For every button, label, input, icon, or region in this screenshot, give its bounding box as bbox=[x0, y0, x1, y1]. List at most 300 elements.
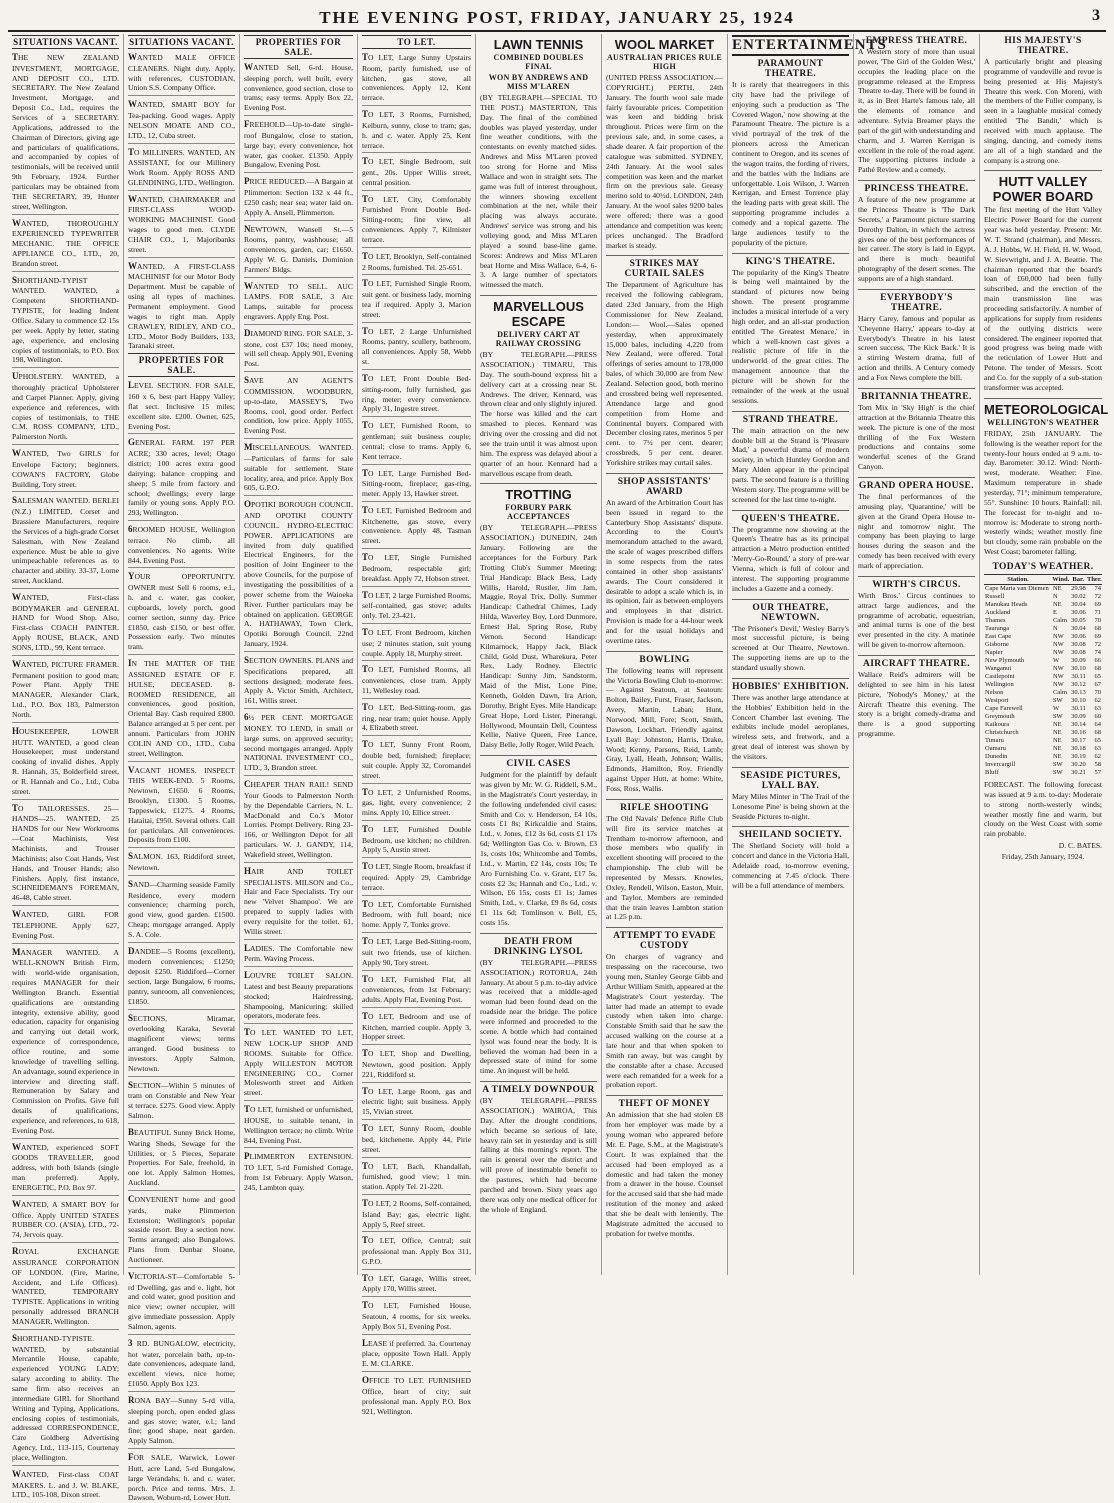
classified-ad: PRICE REDUCED.—A Bargain at Plimmerton: Section 132 x 44 ft., £250 cash; near sea; water laid on. Apply A. Ansell, Plimmerton. bbox=[244, 176, 353, 217]
weather-cell: Russell bbox=[985, 593, 1005, 601]
weather-table-row bbox=[984, 697, 1102, 705]
classified-ad: NEWTOWN, Wansell St.—5 Rooms, pantry, washhouse; all conveniences, garden, car; £1650. Apply W. G. Daniels, Dominion Farmers' Bldgs. bbox=[244, 223, 353, 274]
article-body: (BY TELEGRAPH.—PRESS ASSOCIATION.) WAIROA, This Day. After the drought conditions, which became so serious of late, heavy rain set in yesterday and is still falling at this morning's report. The rain is general over the district and will prove of inestimable benefit to the pastures, which had become parched and brown. Sixty years ago there was only one medical officer for the whole of England. bbox=[480, 1096, 597, 1214]
ad-divider bbox=[362, 105, 471, 106]
classified-ad: SECTION OWNERS. PLANS and Specifications prepared, all sections designed; moderate fees. Apply A. Victor Smith, Architect, 161, Willis street. bbox=[244, 655, 353, 706]
weather-cell: 30.17 bbox=[1071, 737, 1086, 745]
news-article bbox=[732, 682, 849, 762]
article-body: A feature of the new programme at the Princess Theatre is 'The Dark Secrets,' a Paramount picture starring Dorothy Dalton, in which the actress gives one of the best performances of her career. The story is laid in Egypt, and there is much beautiful photography of the desert scenes. The supports are of a high standard. bbox=[858, 195, 975, 284]
classified-ad: WANTED, A SMART BOY for Office. Apply UNITED STATES RUBBER CO. (A'SIA), LTD., 72-74, Jervois quay. bbox=[12, 1198, 119, 1240]
weather-cell: 65 bbox=[1094, 737, 1101, 745]
weather-cell: NW bbox=[1052, 649, 1064, 657]
weather-table-body bbox=[984, 584, 1102, 777]
column-entertainments bbox=[728, 34, 887, 1275]
news-article bbox=[480, 299, 597, 478]
news-article bbox=[606, 37, 723, 250]
ad-divider bbox=[128, 520, 235, 521]
ad-divider bbox=[128, 433, 235, 434]
classified-ad: WANTED MALE OFFICE CLEANERS. Night duty. Apply, with references, CUSTODIAN, Union S.S. Company Office. bbox=[128, 52, 235, 93]
news-article bbox=[984, 401, 1109, 557]
weather-table-title: TODAY'S WEATHER. bbox=[992, 561, 1094, 572]
ad-divider bbox=[362, 783, 471, 784]
article-body: An admission that she had stolen £8 from her employer was made by a young woman who appeared before Mr. E. Page, S.M., at the Magistrate's Court. It was explained that the accused had been employed as a domestic and had taken the money from a drawer in the house. Counsel for the accused said that she had made restitution of the money and asked that she be dealt with leniently. The Magistrate admitted the accused to probation for twelve months. bbox=[606, 1110, 723, 1238]
ad-divider bbox=[128, 942, 235, 943]
article-divider bbox=[858, 289, 975, 290]
classified-ad: WANTED, SMART BOY for Tea-packing. Good wages. Apply NELSON MOATE AND CO., LTD., 12, Cuba street. bbox=[128, 99, 235, 140]
ad-divider bbox=[128, 1190, 235, 1191]
article-headline: TROTTING bbox=[505, 487, 572, 503]
weather-column-header: Ther. bbox=[1086, 575, 1102, 583]
weather-cell: 74 bbox=[1094, 649, 1101, 657]
classified-ad: TO LET, Brooklyn, Self-contained 2 Rooms, furnished. Tel. 25-651. bbox=[362, 250, 471, 272]
news-article bbox=[606, 931, 723, 1090]
article-list bbox=[732, 59, 849, 891]
article-divider bbox=[732, 767, 849, 768]
classified-ad: TO LET, Furnished Bedroom and Kitchenette, gas stove, every convenience. Apply 48, Tasman street. bbox=[362, 504, 471, 546]
weather-column-header: Bar. bbox=[1070, 574, 1087, 584]
ad-divider bbox=[362, 1157, 471, 1158]
weather-cell: SW bbox=[1052, 697, 1063, 705]
column-news-sport bbox=[476, 34, 602, 1275]
ad-divider bbox=[128, 567, 235, 568]
weather-cell: Castlepoint bbox=[985, 673, 1015, 681]
weather-cell: Invercargill bbox=[985, 761, 1016, 769]
article-headline: QUEEN'S THEATRE. bbox=[741, 513, 840, 524]
ad-divider bbox=[244, 438, 353, 439]
article-divider bbox=[732, 599, 849, 600]
article-headline: WIRTH'S CIRCUS. bbox=[872, 579, 961, 590]
article-divider bbox=[606, 651, 723, 652]
classified-ad: BEAUTIFUL Sunny Brick Home, Waring Sheds, Sewage for the Utilities, or 5 Pieces, Separate Properties. For Sale, freehold, in one lot. Apply Salmon Homes, Auckland. bbox=[128, 1127, 235, 1188]
article-body: (BY TELEGRAPH.—PRESS ASSOCIATION.) ROTORUA, 24th January. At about 5 p.m. to-day advice was received that a middle-aged woman had been found dead on the roadside near the bridge. The police were informed and proceeded to the scene. A bottle which had contained lysol was found near the body. It is believed the woman had been in a depressed state of mind for some time. An inquest will be held. bbox=[480, 957, 597, 1076]
article-body: A particularly bright and pleasing programme of vaudeville and revue is being presented at His Majesty's Theatre this week. Con Moreni, with the members of the Fuller company, is seen in a laughable musical comedy entitled 'The Bandit,' which is received with much applause. The singing, dancing, and comedy items are all of a high standard and the company is a strong one. bbox=[984, 57, 1102, 165]
classified-ad: OPOTIKI BOROUGH COUNCIL AND OPOTIKI COUNTY COUNCIL. HYDRO-ELECTRIC POWER. APPLICATIONS are invited from duly qualified Electrical Engineers, for the position of Joint Engineer to the above Councils, for the purpose of investigating the possibilities of a power scheme from the Waioeka River. Further particulars may be obtained on application. GEORGE A. HATHAWAY, Town Clerk, Opotiki Borough Council. 22nd January, 1924. bbox=[244, 499, 353, 649]
classified-ad: PLIMMERTON EXTENSION. TO LET, 5-rd Furnished Cottage, from 1st February. Apply Watson, 245, Lambton quay. bbox=[244, 1151, 353, 1192]
ad-divider bbox=[12, 1138, 119, 1139]
weather-cell: NE bbox=[1052, 585, 1062, 593]
section-heading: PROPERTIES FOR SALE. bbox=[128, 353, 235, 377]
article-body: Judgment for the plaintiff by default was given by Mr. W. G. Riddell, S.M., in the Magistrate's Court yesterday, in the following undefended civil cases: Smith and Co. v. Henderson, £4 10s, costs £1 8s; Kirkcaldie and Stains, Ltd., v. Jones, £12 3s 6d, costs £1 17s 6d; Wellington Gas Co. v. Brown, £3 1s, costs 10s; Whitcombe and Tombs, Ltd., v. Martin, £2 14s, costs 10s; Te Aro Furnishing Co. v. Grant, £17 5s, costs £2 3s; Hannah and Co., Ltd., v. Wilson, £6 15s, costs £1 1s; James Smith, Ltd., v. Clarke, £9 8s 6d, costs £1 11s 6d; Tomlinson v. Bell, £5, costs 15s. bbox=[480, 770, 597, 928]
weather-cell: 68 bbox=[1094, 625, 1101, 633]
ad-divider bbox=[362, 1119, 471, 1120]
classified-ad: TO LET, Front Double Bed-sitting-room, fully furnished, gas ring, meter; every convenience. Apply 31, Ingestre street. bbox=[362, 373, 471, 414]
classified-ad: DANDEE—5 Rooms (excellent), modern conveniences; £1250; deposit £250. Riddiford—Corner section, large Bungalow, 6 rooms, pantry, sunroom, all conveniences; £1850. bbox=[128, 945, 235, 1006]
article-divider bbox=[480, 295, 597, 296]
weather-cell: Dunedin bbox=[985, 753, 1008, 761]
article-headline: GRAND OPERA HOUSE. bbox=[858, 480, 975, 491]
classified-ad-list bbox=[128, 52, 235, 351]
article-body: (UNITED PRESS ASSOCIATION.—COPYRIGHT.) PERTH, 24th January. The fourth wool sale made fairly favourable prices. Competition was keen and bidding brisk throughout. Prices were firm on the previous sale, and, in some cases, a shade dearer. A fair proportion of the catalogue was submitted. SYDNEY, 24th January. At the wool sales competition was keen and the market firm on the previous sale. Greasy merino sold to 40½d. LONDON, 24th January. At the wool sales 9200 bales were offered; there was a good attendance and competition was keen; prices unchanged. The Bradford market is steady. bbox=[606, 73, 723, 250]
report-date: Friday, 25th January, 1924. bbox=[1001, 852, 1085, 862]
article-headline: SHEILAND SOCIETY. bbox=[738, 830, 843, 841]
article-headline: EVERYBODY'S THEATRE. bbox=[880, 292, 953, 313]
columns bbox=[8, 34, 1109, 1503]
news-article bbox=[858, 184, 975, 284]
ad-divider bbox=[362, 586, 471, 587]
classified-ad: OFFICE TO LET. FURNISHED Office, heart of city; suit professional man. Apply P.O. Box 921, Wellington. bbox=[362, 1375, 471, 1416]
weather-table-row bbox=[984, 769, 1102, 777]
article-headline: STRAND THEATRE. bbox=[742, 414, 839, 425]
weather-cell: SW bbox=[1052, 769, 1063, 777]
weather-cell: 30.06 bbox=[1071, 609, 1086, 617]
weather-cell: 74 bbox=[1094, 585, 1101, 593]
classified-ad: TO LET, Furnished House, Seatoun, 4 rooms, for six weeks. Apply Box 51, Evening Post. bbox=[362, 1300, 471, 1331]
weather-cell: 30.09 bbox=[1071, 657, 1086, 665]
classified-ad: IN THE MATTER OF THE ASSIGNED ESTATE OF F. HULSE, DECEASED. 8-ROOMED RESIDENCE, all conveniences, good position, Oriental Bay. Cash required £800. Balance arranged at 5 per cent. per annum. Particulars from JOHN COLIN AND CO., LTD., Cuba street, Wellington. bbox=[128, 658, 235, 758]
weather-cell: 70 bbox=[1094, 617, 1101, 625]
article-body: (BY TELEGRAPH.—SPECIAL TO THE POST.) MASTERTON, This Day. The final of the combined doubles was played yesterday, under fine weather conditions, with the contestants on evenly matched sides. Andrews and Miss M'Laren proved too strong for Horne and Miss Wallace and won in straight sets. The game was full of interest throughout, the winners showing excellent combination at the net, while their placing was always accurate. Andrews' service was strong and his volleying good, and Miss M'Laren played a sound base-line game. Scores: Andrews and Miss M'Laren beat Horne and Miss Wallace, 6-4, 6-3. A large number of spectators witnessed the match. bbox=[480, 93, 597, 290]
classified-ad: SHORTHAND-TYPISTE. WANTED, by substantial Mercantile House, capable, experienced YOUNG LADY; salary according to ability. The same firm also receives an intermediate GIRL for Shorthand Writing and Typing, Applications, enclosing copies of testimonials, addressed CORRESPONDENCE, Care Goldberg Advertising Agency, Ltd., 113-115, Courtenay place, Wellington. bbox=[12, 1332, 119, 1462]
article-headline: BOWLING bbox=[639, 654, 690, 665]
news-article bbox=[606, 803, 723, 922]
column-theatres bbox=[854, 34, 980, 1275]
weather-cell: Oamaru bbox=[985, 745, 1006, 753]
ad-divider bbox=[12, 1242, 119, 1243]
weather-cell: 68 bbox=[1094, 665, 1101, 673]
page-number: 3 bbox=[1092, 7, 1100, 24]
article-body: The main attraction on the new double bill at the Strand is 'Pleasure Mad,' a powerful drama of modern society, in which Huntley Gordon and Mary Alden appear in the principal parts. The second feature is a thrilling Western story. The programme will be screened for the last time to-night. bbox=[732, 425, 849, 504]
column-properties-for-sale bbox=[240, 34, 358, 1275]
classified-ad: TO LET, Front Bedroom, kitchen use; 2 minutes station, suit young couple. Apply 18, Murphy street. bbox=[362, 627, 471, 658]
article-headline: HOBBIES' EXHIBITION. bbox=[732, 681, 849, 692]
weather-table-row bbox=[984, 673, 1102, 681]
ad-divider bbox=[128, 1076, 235, 1077]
weather-cell: 64 bbox=[1094, 721, 1101, 729]
ad-divider bbox=[362, 857, 471, 858]
classified-ad-list bbox=[128, 380, 235, 1503]
weather-cell: 30.04 bbox=[1071, 601, 1086, 609]
weather-table-row bbox=[984, 705, 1102, 713]
classified-ad: 6½ PER CENT. MORTGAGE MONEY. TO LEND, in small or large sums, on approved security; second mortgages arranged. Apply NATIONAL INVESTMENT CO., LTD., 3, Brandon street. bbox=[244, 712, 353, 773]
article-headline: MARVELLOUS ESCAPE bbox=[493, 299, 584, 330]
classified-ad: TO LET, Large Room, gas and electric light; suit business. Apply 15, Vivian street. bbox=[362, 1085, 471, 1117]
ad-divider bbox=[362, 895, 471, 896]
classified-ad: WANTED, CHAIRMAKER and FIRST-CLASS WOOD-WORKING MACHINIST. Good wages to good men. CLYDE CHAIR CO., 1, Majoribanks street. bbox=[128, 193, 235, 254]
article-divider bbox=[480, 483, 597, 484]
news-article bbox=[984, 36, 1102, 165]
classified-ad: TO LET, Single Furnished Bedroom, respectable girl; breakfast. Apply 72, Hobson street. bbox=[362, 552, 471, 583]
article-body: 'The Prisoner's Devil,' Wesley Barry's most successful picture, is being screened at Our Theatre, Newtown. The supporting items are up to the standard usually shown. bbox=[732, 623, 849, 672]
weather-cell: N bbox=[1052, 625, 1058, 633]
weather-table-row bbox=[984, 729, 1102, 737]
article-list bbox=[480, 37, 597, 1215]
classified-ad: LEVEL SECTION. FOR SALE, 160 x 6, best part Happy Valley; flat sect. Inclusive 15 miles; excellent site. £200. Owner, 625, Evening Post. bbox=[128, 380, 235, 431]
classified-ad: TO LET, Bach, Khandallah, furnished, good view; 1 min. station. Apply Tel. 21-220. bbox=[362, 1160, 471, 1192]
weather-cell: 30.21 bbox=[1071, 769, 1086, 777]
weather-table bbox=[984, 574, 1102, 777]
classified-ad: TO LET, Furnished Single Room, suit gent. or business lady, morning tea if required. Apply 3, Marion street. bbox=[362, 278, 471, 319]
weather-cell: 66 bbox=[1094, 657, 1101, 665]
classified-ad: 6ROOMED HOUSE, Wellington terrace. No climb, all conveniences. No agents. Write 844, Evening Post. bbox=[128, 524, 235, 565]
weather-cell: 30.19 bbox=[1071, 753, 1086, 761]
article-list bbox=[984, 36, 1109, 557]
classified-ad: TO LET, 3 Rooms, Furnished, Kelburn, sunny, close to tram; gas, h. and c. water. Apply 25, Kent terrace. bbox=[362, 109, 471, 150]
classified-ad: FREEHOLD—Up-to-date single-roof Bungalow, close to station, large bay; every convenience, hot water, gas cooker. £1350. Apply Bungalow, Evening Post. bbox=[244, 119, 353, 170]
article-divider bbox=[606, 255, 723, 256]
article-divider bbox=[858, 576, 975, 577]
weather-table-row bbox=[984, 753, 1102, 761]
news-article bbox=[858, 392, 975, 472]
ad-divider bbox=[12, 588, 119, 589]
weather-table-row bbox=[984, 665, 1102, 673]
ad-divider bbox=[244, 172, 353, 173]
classified-ad: WANTED, Two GIRLS for Envelope Factory; beginners. COWAN'S FACTORY, Globe Building, Tory street. bbox=[12, 448, 119, 489]
column-to-let bbox=[358, 34, 476, 1416]
weather-cell: 69 bbox=[1094, 633, 1101, 641]
news-article bbox=[858, 580, 975, 650]
classified-ad: HOUSEKEEPER, LOWER HUTT. WANTED, a good clean Housekeeper; must understand cooking of invalid dishes. Apply R. Hannah, 35, Bolderfield street, or R. Hannah and Co., Ltd., Cuba street. bbox=[12, 725, 119, 796]
ad-divider bbox=[362, 1194, 471, 1195]
classified-ad: WANTED, THOROUGHLY EXPERIENCED TYPEWRITER MECHANIC. THE OFFICE APPLIANCE CO., LTD., 20, Brandon street. bbox=[12, 217, 119, 268]
weather-cell: Christchurch bbox=[985, 729, 1019, 737]
weather-table-row bbox=[984, 601, 1102, 609]
ad-divider bbox=[362, 623, 471, 624]
news-article bbox=[606, 1099, 723, 1238]
weather-cell: 60 bbox=[1094, 713, 1101, 721]
article-headline: DEATH FROM DRINKING LYSOL bbox=[494, 936, 583, 957]
news-article bbox=[858, 293, 975, 383]
article-body: The popularity of the King's Theatre is being well maintained by the standard of pictures now being shown. The present programme includes a musical interlude of a very high order, and an all-star production entitled 'The Greatest Menace,' in which a well-known cast gives a realistic picture of life in the underworld of the great cities. The management announce that the picture will be shown for the remainder of the week at the usual sessions. bbox=[732, 267, 849, 405]
ad-divider bbox=[12, 214, 119, 215]
classified-ad: SAVE AN AGENT'S COMMISSION. WOODBURN, up-to-date, MASSEY'S, Two Rooms, cool, good order. Perfect condition, low price. Apply 1055, Evening Post. bbox=[244, 375, 353, 436]
weather-cell: NW bbox=[1052, 641, 1064, 649]
weather-table-row bbox=[984, 609, 1102, 617]
ad-divider bbox=[128, 1009, 235, 1010]
article-body: A Western story of more than usual power, 'The Girl of the Golden West,' occupies the leading place on the programme released at the Empress Theatre to-day. There will be found in it, as in Bret Harte's famous tale, all the elements of romance and adventure. Sylvia Breamer plays the part of the girl with understanding and charm, and J. Warren Kerrigan is excellent in the role of the road agent. The supporting pictures include a Pathé Review and a comedy. bbox=[858, 47, 975, 175]
weather-cell: 30.02 bbox=[1071, 593, 1086, 601]
news-article bbox=[480, 37, 597, 290]
weather-cell: W bbox=[1052, 705, 1060, 713]
classified-ad: YOUR OPPORTUNITY. OWNER must Sell 6 rooms, e.l., h. and c. water, gas cooker, cupboards, lovely porch, good corner section, sunny day. Price £1850, cash £150, or best offer. Possession early. Two minutes tram. bbox=[128, 571, 235, 652]
weather-cell: NW bbox=[1052, 673, 1064, 681]
weather-cell: Nelson bbox=[985, 689, 1004, 697]
section-heading: TO LET. bbox=[362, 35, 471, 49]
weather-cell: East Cape bbox=[985, 633, 1012, 641]
ad-divider bbox=[12, 1195, 119, 1196]
weather-table-row bbox=[984, 584, 1102, 593]
classified-ad: TO LET, Large Furnished Bed-Sitting-room, fireplace; gas-ring, meter. Apply 13, Hawker street. bbox=[362, 467, 471, 499]
ad-divider bbox=[362, 548, 471, 549]
weather-table-row bbox=[984, 625, 1102, 633]
news-article bbox=[858, 36, 975, 175]
classified-ad-list bbox=[244, 62, 353, 1193]
weather-cell: NW bbox=[1052, 633, 1064, 641]
classified-ad: TO LET, Garage, Willis street, Apply 170, Willis street. bbox=[362, 1272, 471, 1294]
ad-divider bbox=[244, 939, 353, 940]
weather-cell: 30.11 bbox=[1071, 673, 1086, 681]
article-divider bbox=[858, 388, 975, 389]
weather-cell: 30.10 bbox=[1071, 665, 1086, 673]
weather-table-row bbox=[984, 617, 1102, 625]
weather-cell: 70 bbox=[1094, 689, 1101, 697]
weather-table-row bbox=[984, 593, 1102, 601]
classified-ad: TO LET, Furnished Room, to gentleman; suit business couple; central; close to trams. Apply 6, Kent terrace. bbox=[362, 420, 471, 461]
classified-ad: WANTED, A FIRST-CLASS MACHINIST for our Motor Body Department. Must be capable of using all types of machines. Permanent employment. Good wages to right man. Apply CRAWLEY, RIDLEY, AND CO., LTD., Motor Body Builders, 133, Taranaki street. bbox=[128, 260, 235, 351]
weather-cell: 29.98 bbox=[1071, 585, 1086, 593]
classified-ad: WANTED TO SELL. AUC LAMPS. FOR SALE, 3 Arc Lamps, suitable for process engravers. Apply Eng. Post. bbox=[244, 280, 353, 322]
article-headline: RIFLE SHOOTING bbox=[620, 802, 709, 813]
article-list bbox=[858, 36, 975, 739]
ad-divider bbox=[128, 1123, 235, 1124]
classified-ad: LADIES. The Comfortable new Perm. Waving Process. bbox=[244, 942, 353, 964]
classified-ad: 3 RD. BUNGALOW, electricity, hot water, porcelain bath, up-to-date conveniences, adequate land, excellent views, nice home; £1050. Apply Box 123. bbox=[128, 1337, 235, 1389]
ad-divider bbox=[128, 847, 235, 848]
weather-cell: 67 bbox=[1094, 681, 1101, 689]
article-body: (BY TELEGRAPH.—PRESS ASSOCIATION.) TIMARU, This Day. The south-bound express hit a delivery cart at a crossing near St. Andrews. The driver, Kennard, was thrown clear and only slightly injured. The horse was killed and the cart smashed to pieces. Kennard was driving over the crossing and did not see the train until it was almost upon him. The express was delayed about a quarter of an hour. Kennard had a marvellous escape from death. bbox=[480, 350, 597, 478]
classified-ad: VICTORIA-ST—Comfortable 5-rd Dwelling, gas and e. light, hot and cold water, good position and nice view; owner occupier, will give immediate possession. Apply Salmon, agents. bbox=[128, 1270, 235, 1331]
weather-cell: Westport bbox=[985, 697, 1009, 705]
ad-divider bbox=[244, 1023, 353, 1024]
ad-divider bbox=[244, 277, 353, 278]
news-article bbox=[858, 481, 975, 571]
article-divider bbox=[732, 253, 849, 254]
classified-ad: SALMON. 163, Riddiford street, Newtown. bbox=[128, 851, 235, 872]
classified-ad: TO LET, Sunny Room, double bed, kitchenette. Apply 44, Pirie street. bbox=[362, 1123, 471, 1154]
article-divider bbox=[606, 927, 723, 928]
classified-ad: TO LET, Comfortable Furnished Bedroom, with full board; nice home. Apply 7, Tonks grove. bbox=[362, 898, 471, 930]
article-headline: EMPRESS THEATRE. bbox=[865, 36, 968, 46]
article-headline: METEOROLOGICAL bbox=[984, 401, 1109, 417]
section-heading: SITUATIONS VACANT. bbox=[129, 37, 234, 47]
weather-cell: Wellington bbox=[985, 681, 1014, 689]
weather-table-row bbox=[984, 721, 1102, 729]
ad-divider bbox=[362, 369, 471, 370]
column-situations-properties bbox=[124, 34, 240, 1503]
ad-divider bbox=[128, 1334, 235, 1335]
article-body: On charges of vagrancy and trespassing on the racecourse, two young men, Stanley George Gibb and Arthur William Smith, appeared at the Magistrate's Court yesterday. The latter had made an attempt to evade custody when taken into charge. Constable Smith said that he saw the accused walking on the course at a late hour and that when spoken to Smith ran away, but was caught by the constable after a chase. Accused were each remanded for a week for a probation report. bbox=[606, 952, 723, 1090]
article-body: Mary Miles Minter in 'The Trail of the Lonesome Pine' is being shown at the Seaside Pictures to-night. bbox=[732, 791, 849, 821]
classified-ad: HAIR AND TOILET SPECIALISTS. MILSON and Co., Hair and Face Specialists. Try our new 'Velvet Shampoo'. We are prepared to supply ladies with every requisite for the toilet. 61, Willis street. bbox=[244, 865, 353, 936]
ad-divider bbox=[12, 943, 119, 944]
article-headline: WOOL MARKET bbox=[614, 37, 715, 52]
classified-ad-list bbox=[12, 52, 119, 1500]
classified-ad: TO LET, 2 Rooms, Self-contained, Island Bay; gas, electric light. Apply 5, Reef street. bbox=[362, 1197, 471, 1229]
ad-divider bbox=[12, 1465, 119, 1466]
classified-ad: TO LET, Furnished Rooms, all conveniences, close tram. Apply 11, Wellesley road. bbox=[362, 664, 471, 695]
classified-ad: MISCELLANEOUS. WANTED.—Particulars of farms for sale suitable for settlement. State locality, area, and price. Apply Box 605, G.P.O. bbox=[244, 442, 353, 493]
ad-divider bbox=[362, 464, 471, 465]
section-heading: SITUATIONS VACANT. bbox=[13, 37, 118, 47]
news-article bbox=[732, 59, 849, 248]
masthead bbox=[8, 4, 1106, 32]
column-meteorological bbox=[980, 34, 1109, 1275]
classified-ad: RONA BAY—Sunny 5-rd villa, sleeping porch, open ended glass and gas stove; water, e.l.; land fine; good shape, neat garden. Apply Salmon. bbox=[128, 1394, 235, 1446]
weather-table-row bbox=[984, 689, 1102, 697]
ad-divider bbox=[128, 654, 235, 655]
weather-column-header: Wind. bbox=[1052, 575, 1070, 583]
ad-divider bbox=[362, 322, 471, 323]
article-body: Wallace Reid's admirers will be delighted to see him in his latest picture, 'Nobody's Money,' at the Aircraft Theatre this evening. The story is a bright comedy-drama and there is a good supporting programme. bbox=[858, 669, 975, 739]
ad-divider bbox=[128, 257, 235, 258]
weather-cell: SW bbox=[1052, 713, 1063, 721]
article-body: Tom Mix in 'Sky High' is the chief attraction at the Britannia Theatre this week. The picture is one of the most thrilling of the Fox Western productions and contains some wonderful scenes of the Grand Canyon. bbox=[858, 402, 975, 472]
weather-cell: 63 bbox=[1094, 705, 1101, 713]
ad-divider bbox=[244, 324, 353, 325]
classified-ad: SALESMAN WANTED. BERLEI (N.Z.) LIMITED, Corset and Brassiere Manufacturers, require the Services of a high-grade Corset Salesman, with New Zealand experience. Must be able to give unimpeachable references as to character and ability. 33-37, Lorne street, Auckland. bbox=[12, 495, 119, 586]
weather-cell: Calm bbox=[1052, 617, 1068, 625]
ad-divider bbox=[244, 862, 353, 863]
classified-ad: UPHOLSTERY. WANTED, a thoroughly practical Upholsterer and Carpet Planner. Apply, giving experience and references, with copies of testimonials, to THE C.M. ROSS COMPANY, LTD., Palmerston North. bbox=[12, 371, 119, 442]
ad-divider bbox=[362, 1044, 471, 1045]
weather-cell: Greymouth bbox=[985, 713, 1015, 721]
article-divider bbox=[732, 510, 849, 511]
weather-cell: 30.09 bbox=[1071, 713, 1086, 721]
entertainments-banner: ENTERTAINMENTS bbox=[732, 35, 849, 56]
ad-divider bbox=[362, 1007, 471, 1008]
ad-divider bbox=[12, 491, 119, 492]
weather-cell: Calm bbox=[1052, 689, 1068, 697]
ad-divider bbox=[244, 651, 353, 652]
weather-cell: 72 bbox=[1094, 641, 1101, 649]
weather-cell: Tauranga bbox=[985, 625, 1010, 633]
weather-cell: Cape Maria van Diemen bbox=[985, 585, 1049, 593]
ad-divider bbox=[128, 143, 235, 144]
ad-divider bbox=[128, 1448, 235, 1449]
news-article bbox=[480, 487, 597, 750]
newspaper-title: THE EVENING POST, FRIDAY, JANUARY 25, 1924 bbox=[319, 8, 795, 27]
article-subheadline: COMBINED DOUBLES FINAL bbox=[493, 53, 584, 71]
article-divider bbox=[480, 755, 597, 756]
ad-divider bbox=[12, 271, 119, 272]
classified-ad: LOUVRE TOILET SALON. Latest and best Beauty preparations stocked; Hairdressing, Shampooing, Manicuring; skilled operators, moderate fees. bbox=[244, 970, 353, 1021]
article-headline: ATTEMPT TO EVADE CUSTODY bbox=[613, 931, 716, 952]
ad-divider bbox=[244, 371, 353, 372]
ad-divider bbox=[362, 247, 471, 248]
classified-ad: TO LET, Single Room, breakfast if required. Apply 29, Cambridge terrace. bbox=[362, 861, 471, 892]
weather-table-row bbox=[984, 737, 1102, 745]
classified-ad-list bbox=[362, 52, 471, 1416]
article-headline: BRITANNIA THEATRE. bbox=[861, 391, 972, 402]
weather-cell: Wanganui bbox=[985, 665, 1012, 673]
classified-ad: WANTED, First-class BODYMAKER and GENERAL HAND for Wood Shop. Also, First-class COACH PAINTER. Apply ROUSE, BLACK, AND SONS, LTD., 99, Kent terrace. bbox=[12, 591, 119, 653]
ad-divider bbox=[244, 966, 353, 967]
column-situations-vacant bbox=[8, 34, 124, 1500]
ad-divider bbox=[244, 1100, 353, 1101]
ad-divider bbox=[362, 416, 471, 417]
classified-ad: TO LET, Office, Central; suit professional man. Apply Box 311, G.P.O. bbox=[362, 1235, 471, 1266]
news-article bbox=[480, 937, 597, 1076]
meteorologist-signature: D. C. BATES. bbox=[1058, 841, 1102, 851]
article-list bbox=[606, 37, 723, 1239]
weather-cell: 30.05 bbox=[1071, 617, 1086, 625]
ad-divider bbox=[362, 660, 471, 661]
ad-divider bbox=[244, 1147, 353, 1148]
news-article bbox=[480, 759, 597, 928]
article-divider bbox=[606, 799, 723, 800]
weather-cell: NE bbox=[1052, 737, 1062, 745]
article-body: It is rarely that theatregoers in this city have had the privilege of enjoying such a production as 'The Covered Wagon,' now showing at the Paramount Theatre. The picture is a vivid portrayal of the trek of the pioneers across the American continent to Oregon, and its scenes of the wagon trains, the fording of rivers, and the battles with the Indians are unforgettable. Lois Wilson, J. Warren Kerrigan, and Ernest Torrence play the leading parts with great skill. The supporting programme includes a comedy and a topical gazette. The large audiences testify to the popularity of the picture. bbox=[732, 80, 849, 247]
ad-divider bbox=[362, 698, 471, 699]
classified-ad: SAND—Charming seaside Family Residence, every modern convenience; charming porch, good view, good garden. £1500. Cheap; mortgage arranged. Apply S. A. Cole. bbox=[128, 878, 235, 939]
weather-cell: 30.20 bbox=[1071, 761, 1086, 769]
weather-cell: 71 bbox=[1094, 609, 1101, 617]
classified-ad: TO LET, Shop and Dwelling, Newtown, good position. Apply 221, Riddiford st. bbox=[362, 1048, 471, 1079]
weather-table-row bbox=[984, 657, 1102, 665]
article-divider bbox=[984, 170, 1102, 171]
article-headline: LAWN TENNIS bbox=[493, 37, 584, 52]
weather-table-row bbox=[984, 745, 1102, 753]
article-divider bbox=[732, 826, 849, 827]
weather-cell: SW bbox=[1052, 761, 1063, 769]
ad-divider bbox=[362, 1296, 471, 1297]
classified-ad: TO LET, Single Bedroom, suit gent., 20s. Upper Willis street, central position. bbox=[362, 156, 471, 187]
classified-ad: TO LET, Bedroom and use of Kitchen, married couple. Apply 3, Hopper street. bbox=[362, 1010, 471, 1042]
classified-ad: TO LET, 2 Unfurnished Rooms, gas, light, every convenience; 2 mins. Apply 10, Ellice street. bbox=[362, 786, 471, 818]
article-headline: A TIMELY DOWNPOUR bbox=[482, 1085, 595, 1096]
news-article bbox=[606, 477, 723, 646]
weather-table-row bbox=[984, 649, 1102, 657]
weather-cell: W bbox=[1052, 657, 1060, 665]
